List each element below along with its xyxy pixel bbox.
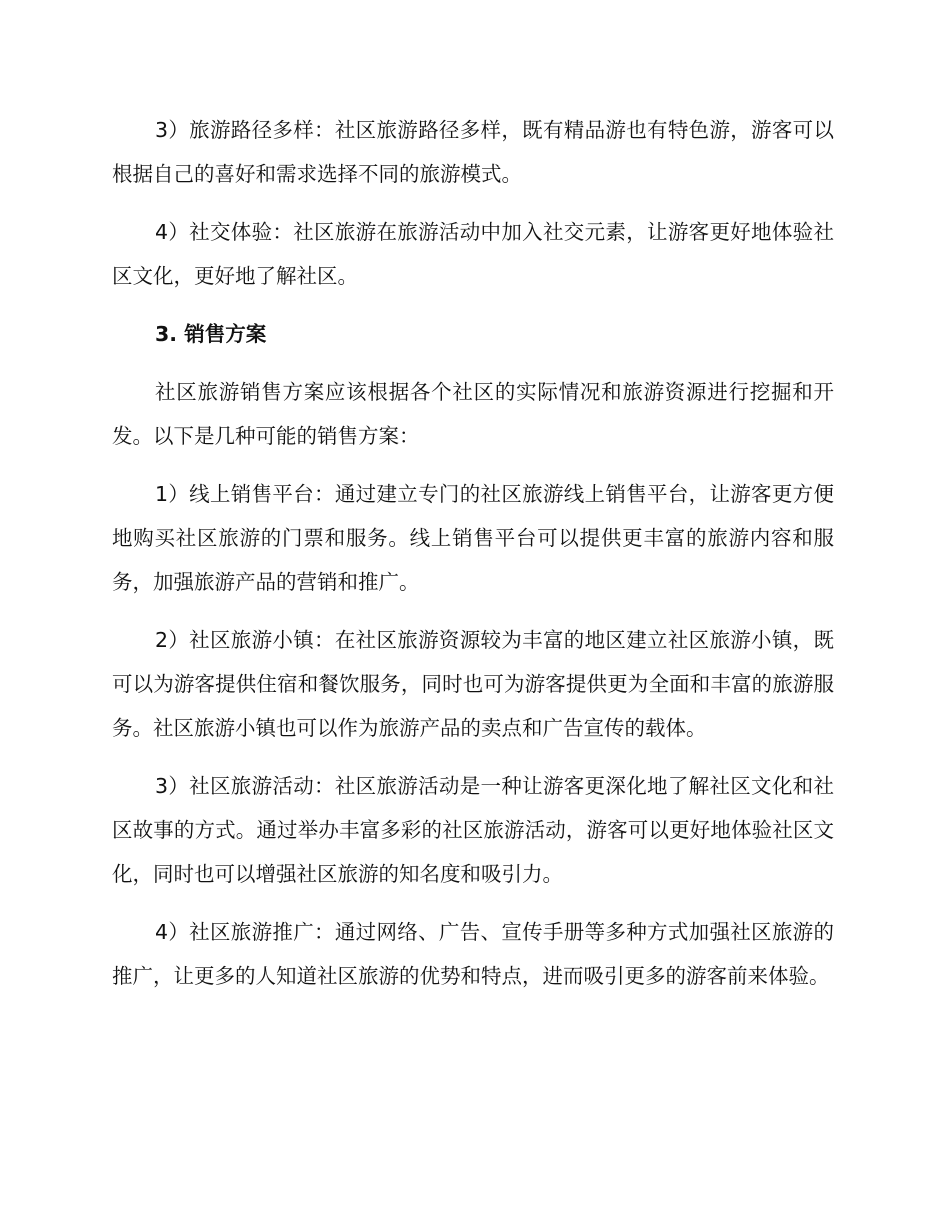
paragraph-route-diversity: 3）旅游路径多样：社区旅游路径多样，既有精品游也有特色游，游客可以根据自己的喜好和需求选择不同的旅游模式。: [112, 118, 834, 186]
document-body: [112, 108, 834, 1012]
paragraph-tourism-town: 2）社区旅游小镇：在社区旅游资源较为丰富的地区建立社区旅游小镇，既可以为游客提供住宿和餐饮服务，同时也可为游客提供更为全面和丰富的旅游服务。社区旅游小镇也可以作为旅游产品的卖点和广告宣传的载体。: [112, 628, 834, 740]
paragraph-intro: 社区旅游销售方案应该根据各个社区的实际情况和旅游资源进行挖掘和开发。以下是几种可能的销售方案：: [112, 380, 834, 448]
paragraph-online-platform: 1）线上销售平台：通过建立专门的社区旅游线上销售平台，让游客更方便地购买社区旅游的门票和服务。线上销售平台可以提供更丰富的旅游内容和服务，加强旅游产品的营销和推广。: [112, 482, 834, 594]
paragraph-social-experience: 4）社交体验：社区旅游在旅游活动中加入社交元素，让游客更好地体验社区文化，更好地了解社区。: [112, 220, 834, 288]
paragraph-tourism-activities: 3）社区旅游活动：社区旅游活动是一种让游客更深化地了解社区文化和社区故事的方式。通过举办丰富多彩的社区旅游活动，游客可以更好地体验社区文化，同时也可以增强社区旅游的知名度和吸引力。: [112, 774, 834, 886]
section-heading: 3. 销售方案: [155, 322, 267, 346]
paragraph-tourism-promotion: 4）社区旅游推广：通过网络、广告、宣传手册等多种方式加强社区旅游的推广，让更多的人知道社区旅游的优势和特点，进而吸引更多的游客前来体验。: [112, 920, 834, 988]
